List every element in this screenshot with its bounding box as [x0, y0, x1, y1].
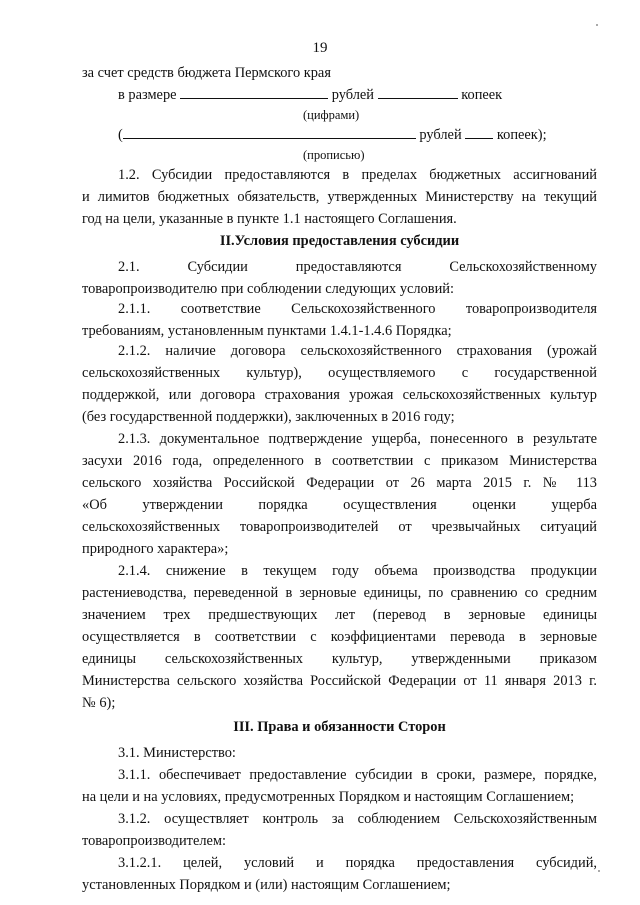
p3-1-2-line: товаропроизводителем: — [82, 833, 227, 849]
p2-1-2-line: (без государственной поддержки), заключенных в 2016 году; — [82, 409, 455, 425]
p2-1-3-line: сельскохозяйственных товаропроизводителей от чрезвычайных ситуаций — [82, 519, 597, 535]
p2-1-4-line: 2.1.4. снижение в текущем году объема производства продукции — [118, 563, 597, 579]
p1-2-line: 1.2. Субсидии предоставляются в пределах бюджетных ассигнований — [118, 167, 597, 183]
page-number: 19 — [312, 40, 328, 56]
kopecks-words-blank — [465, 124, 493, 139]
p3-1: 3.1. Министерство: — [118, 745, 236, 761]
p2-1-2-line: поддержкой, или договора страхования урожая сельскохозяйственных культур — [82, 387, 597, 403]
digits-note: (цифрами) — [303, 108, 360, 122]
p1-2-line: и лимитов бюджетных обязательств, утвержденных Министерству на текущий — [82, 189, 597, 205]
p2-1-4-line: Министерства сельского хозяйства Российской Федерации от 11 января 2013 г. — [82, 673, 597, 689]
section-3-title: III. Права и обязанности Сторон — [233, 719, 446, 735]
kopecks-words-label: копеек); — [496, 127, 547, 143]
amount-words-blank — [123, 124, 416, 139]
p2-1-3-line: природного характера»; — [82, 541, 229, 557]
p2-1-4-line: единицы сельскохозяйственных культур, утвержденными приказом — [82, 651, 597, 667]
in-size-label: в размере — [118, 87, 177, 103]
p2-1-4-line: значением трех предшествующих лет (перевод в зерновые единицы — [82, 607, 597, 623]
rubles-words-label: рублей — [419, 127, 462, 143]
p2-1-line: товаропроизводителю при соблюдении следующих условий: — [82, 281, 454, 297]
amount-digits-blank — [180, 84, 328, 99]
p3-1-2-1-line: установленных Порядком и (или) настоящим Соглашением; — [82, 877, 451, 893]
amount-in-words — [118, 124, 547, 146]
p2-1-2-line: сельскохозяйственных культур), осуществляемого с государственной — [82, 365, 597, 381]
p2-1-1-line: 2.1.1. соответствие Сельскохозяйственного товаропроизводителя — [118, 301, 597, 317]
p2-1-line: 2.1. Субсидии предоставляются Сельскохозяйственному — [118, 259, 597, 275]
p2-1-2-line: 2.1.2. наличие договора сельскохозяйственного страхования (урожай — [118, 343, 597, 359]
p2-1-4-line: растениеводства, переведенной в зерновые единицы, по сравнению со средним — [82, 585, 597, 601]
rubles-label: рублей — [331, 87, 375, 103]
words-note: (прописью) — [303, 148, 365, 162]
p2-1-1-line: требованиям, установленным пунктами 1.4.1-1.4.6 Порядка; — [82, 323, 452, 339]
scan-speck — [596, 24, 598, 26]
p2-1-3-line: засухи 2016 года, определенного в соответствии с приказом Министерства — [82, 453, 597, 469]
p3-1-2-line: 3.1.2. осуществляет контроль за соблюдением Сельскохозяйственным — [118, 811, 597, 827]
p3-1-1-line: 3.1.1. обеспечивает предоставление субсидии в сроки, размере, порядке, — [118, 767, 597, 783]
kopecks-label: копеек — [461, 87, 503, 103]
scan-speck — [598, 870, 600, 872]
amount-in-size — [118, 84, 502, 106]
p1-2-line: год на цели, указанные в пункте 1.1 настоящего Соглашения. — [82, 211, 457, 227]
p3-1-2-1-line: 3.1.2.1. целей, условий и порядка предоставления субсидий, — [118, 855, 597, 871]
open-paren: ( — [118, 127, 123, 143]
section-2-title: II.Условия предоставления субсидии — [219, 233, 460, 249]
amount-intro: за счет средств бюджета Пермского края — [82, 65, 331, 81]
kopecks-digits-blank — [378, 84, 458, 99]
p2-1-4-line: осуществляется в соответствии с коэффициентами перевода в зерновые — [82, 629, 597, 645]
p3-1-1-line: на цели и на условиях, предусмотренных Порядком и настоящим Соглашением; — [82, 789, 575, 805]
p2-1-3-line: «Об утверждении порядка осуществления оценки ущерба — [82, 497, 597, 513]
p2-1-4-line: № 6); — [82, 695, 116, 711]
p2-1-3-line: сельского хозяйства Российской Федерации от 26 марта 2015 г. № 113 — [82, 475, 597, 491]
p2-1-3-line: 2.1.3. документальное подтверждение ущерба, понесенного в результате — [118, 431, 597, 447]
